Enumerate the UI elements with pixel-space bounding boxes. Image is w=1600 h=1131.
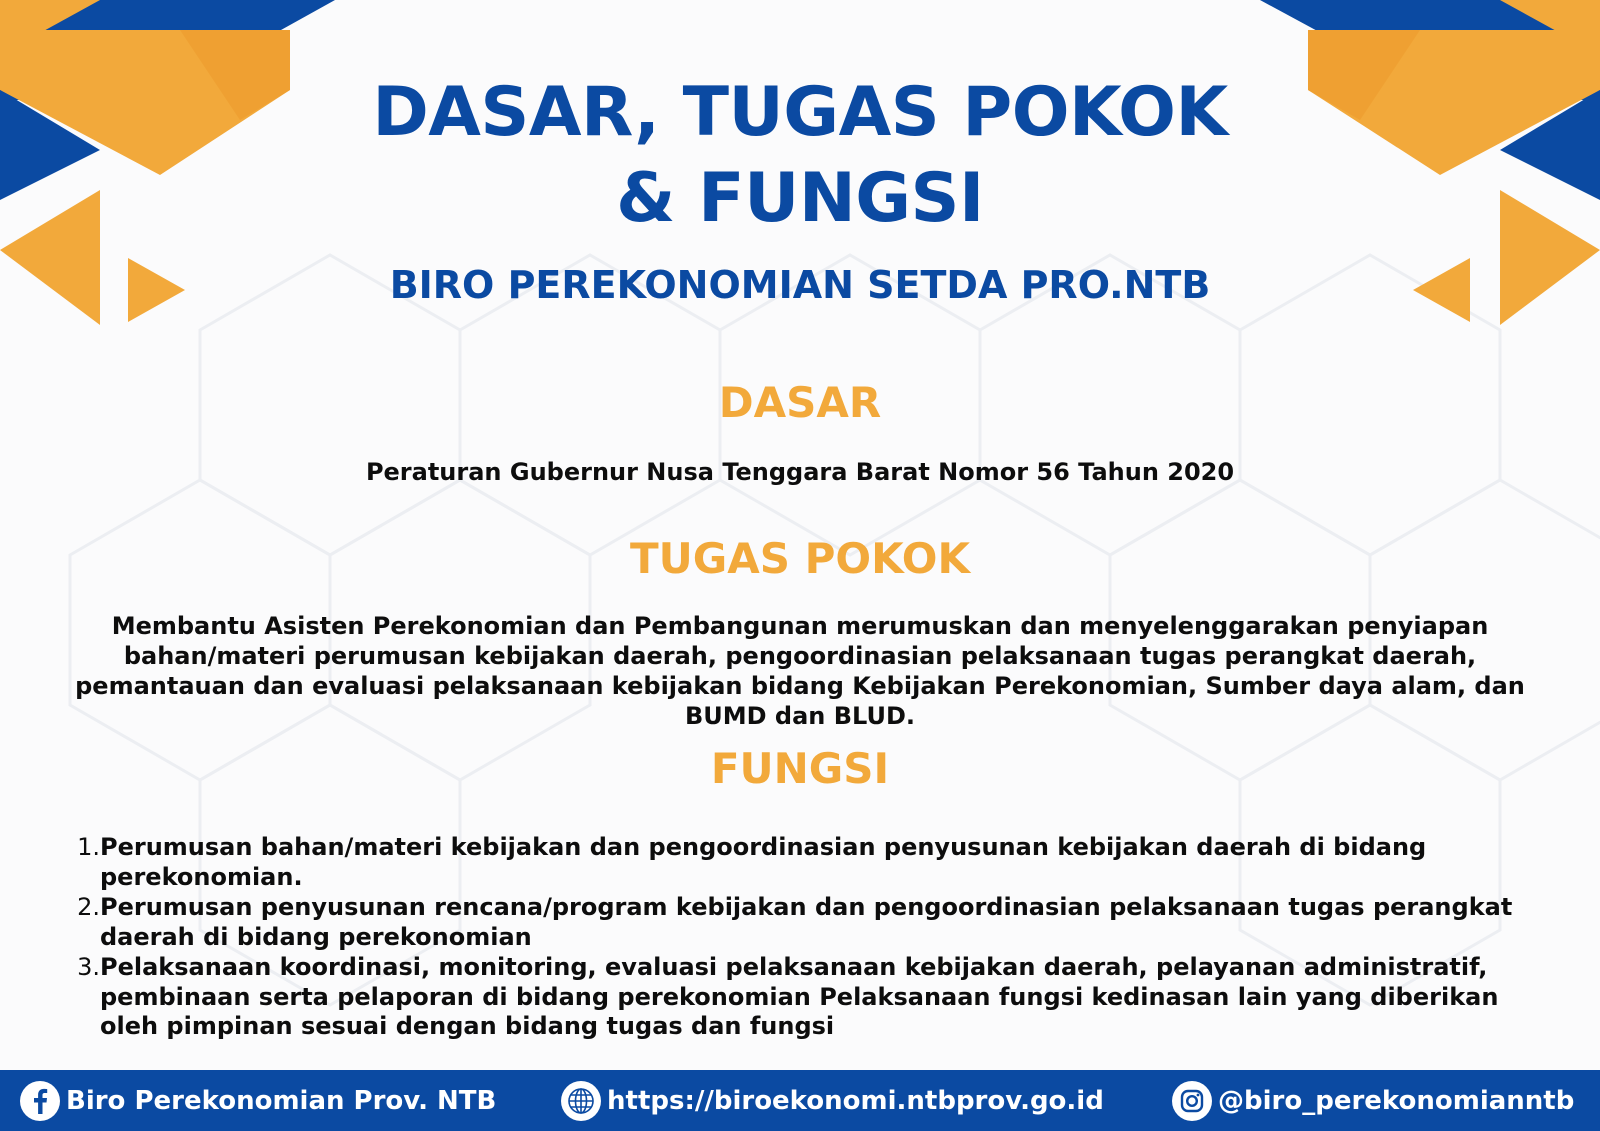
fungsi-item-number: 2. [77, 893, 100, 921]
dasar-text: Peraturan Gubernur Nusa Tenggara Barat Nomor 56 Tahun 2020 [365, 458, 1235, 486]
fungsi-item [70, 833, 1540, 892]
instagram-link[interactable] [1172, 1080, 1574, 1121]
fungsi-item-text: Perumusan penyusunan rencana/program kebijakan dan pengoordinasian pelaksanaan tugas perangkat daerah di bidang perekonomian [100, 893, 1513, 951]
tugas-pokok-heading: TUGAS POKOK [630, 534, 970, 583]
fungsi-item [70, 893, 1540, 952]
facebook-icon [20, 1081, 60, 1121]
title-line-2: & FUNGSI [616, 159, 984, 238]
page-subtitle: BIRO PEREKONOMIAN SETDA PRO.NTB [389, 263, 1211, 307]
fungsi-item-number: 1. [77, 833, 100, 861]
fungsi-item-number: 3. [77, 953, 100, 981]
instagram-icon [1172, 1081, 1212, 1121]
dasar-heading: DASAR [718, 378, 882, 427]
instagram-label: @biro_perekonomianntb [1218, 1085, 1575, 1116]
footer-bar [0, 1070, 1600, 1131]
website-link[interactable] [561, 1080, 1104, 1121]
fungsi-item-text: Pelaksanaan koordinasi, monitoring, evaluasi pelaksanaan kebijakan daerah, pelayanan administratif, pembinaan serta pelaporan di bidang perekonomian Pelaksanaan fungsi kedinasan lain yang diberikan oleh pimpinan sesuai dengan bidang tugas dan fungsi [100, 953, 1499, 1040]
website-label: https://biroekonomi.ntbprov.go.id [607, 1085, 1104, 1116]
facebook-label: Biro Perekonomian Prov. NTB [66, 1085, 497, 1116]
fungsi-item-text: Perumusan bahan/materi kebijakan dan pengoordinasian penyusunan kebijakan daerah di bidang perekonomian. [100, 833, 1427, 891]
title-line-1: DASAR, TUGAS POKOK [372, 73, 1228, 152]
globe-icon [561, 1081, 601, 1121]
page-title [0, 70, 1600, 242]
fungsi-heading: FUNGSI [710, 744, 890, 793]
tugas-pokok-text: Membantu Asisten Perekonomian dan Pembangunan merumuskan dan menyelenggarakan penyiapan bahan/materi perumusan kebijakan daerah, pengoordinasian pelaksanaan tugas perangkat daerah, pemantauan dan evaluasi pelaksanaan kebijakan bidang Kebijakan Perekonomian, Sumber daya alam, dan BUMD dan BLUD. [75, 612, 1525, 730]
fungsi-list [70, 833, 1540, 1043]
facebook-link[interactable] [20, 1080, 496, 1121]
fungsi-item [70, 953, 1540, 1042]
